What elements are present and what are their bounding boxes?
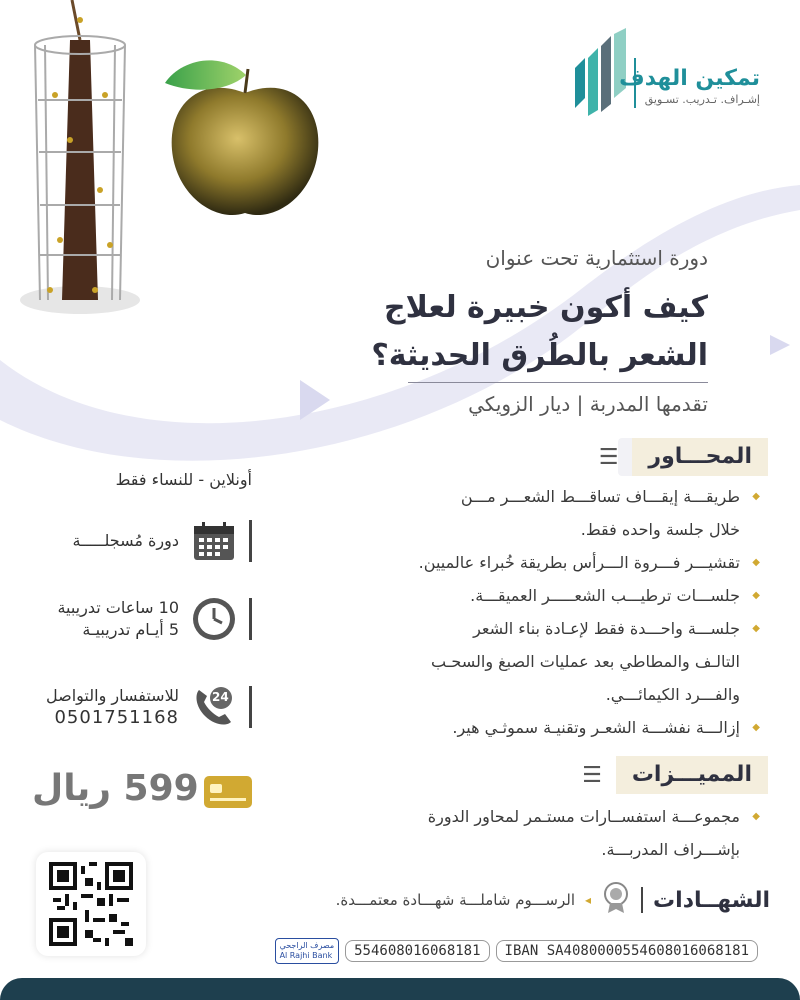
bullet-icon: ◂ xyxy=(585,893,592,907)
iban-value: SA4080000554608016068181 xyxy=(546,943,749,959)
calendar-icon xyxy=(191,518,237,564)
duration-row xyxy=(57,596,252,642)
title-divider xyxy=(408,382,708,383)
features-list xyxy=(320,800,760,866)
brand-name: تمكين الهدف xyxy=(619,66,760,91)
axes-list xyxy=(320,480,760,744)
hours-label: 10 ساعات تدريبية xyxy=(57,598,179,617)
bank-details xyxy=(275,938,758,964)
bank-name-ar: مصرف الراجحي xyxy=(279,941,335,950)
presenter: تقدمها المدربة | ديار الزويكي xyxy=(468,392,708,416)
contact-text xyxy=(46,685,179,729)
qr-code[interactable] xyxy=(36,852,146,956)
days-label: 5 أيـام تدريبيـة xyxy=(82,620,179,639)
account-number[interactable]: 554608016068181 xyxy=(345,940,489,962)
axes-heading: المحـــاور xyxy=(632,438,768,476)
list-icon: ☰ xyxy=(598,444,619,470)
certificates-label: الشهــادات xyxy=(653,887,770,913)
bank-logo xyxy=(275,938,340,964)
list-item: ◆ جلســـة واحـــدة فقط لإعـادة بناء الشعر xyxy=(320,612,760,645)
axes-heading-bar xyxy=(598,438,768,476)
course-title xyxy=(371,284,708,380)
row-divider xyxy=(641,887,643,913)
row-divider xyxy=(249,598,252,640)
duration-text xyxy=(57,597,179,641)
contact-row xyxy=(46,684,252,730)
list-item-continuation: والفـــرد الكيمائـــي. xyxy=(605,685,740,704)
iban-label: IBAN xyxy=(504,943,539,959)
features-heading-bar xyxy=(582,756,768,794)
list-item: ◆ إزالـــة نفشـــة الشعـر وتقنيـة سموثـي هير. xyxy=(320,711,760,744)
golden-hair-apple-illustration xyxy=(160,45,330,225)
list-item-continuation: التالـف والمطاطي بعد عمليات الصبغ والسحـب xyxy=(431,652,740,671)
badge-icon xyxy=(601,882,631,918)
list-item: ◆ طريقـــة إيقـــاف تساقـــط الشعـــر مـــن xyxy=(320,480,760,513)
qr-code-graphic xyxy=(46,862,136,946)
iban-field[interactable] xyxy=(496,940,758,962)
clock-badge: 24 xyxy=(212,690,229,704)
list-icon: ☰ xyxy=(582,762,602,788)
course-title-line-2: الشعر بالطُرق الحديثة؟ xyxy=(371,338,708,373)
features-heading: المميـــزات xyxy=(616,756,768,794)
list-item: ◆ جلســـات ترطيـــب الشعـــــر العميقـــة. xyxy=(320,579,760,612)
bank-name-en: Al Rajhi Bank xyxy=(279,951,333,960)
list-item: ◆ تقشيـــر فـــروة الـــرأس بطريقة خُبراء عالميين. xyxy=(320,546,760,579)
row-divider xyxy=(249,520,252,562)
brand-logo xyxy=(570,28,760,118)
recorded-label: دورة مُسجلـــــة xyxy=(72,531,179,550)
phone-number[interactable]: 0501751168 xyxy=(54,707,179,728)
brand-tagline: إشـراف. تـدريب. تسـويق xyxy=(644,93,760,106)
course-title-line-1: كيف أكون خبيرة لعلاج xyxy=(384,290,708,325)
list-item: ◆ مجموعـــة استفســارات مستـمر لمحاور الدورة xyxy=(320,800,760,833)
certificates-row xyxy=(336,882,770,918)
price: 599 ريال xyxy=(32,768,199,809)
recorded-row xyxy=(72,518,252,564)
phone-24-icon xyxy=(191,684,237,730)
certificates-text: الرســـوم شاملـــة شهـــادة معتمـــدة. xyxy=(335,891,576,909)
tower-illustration xyxy=(10,0,150,330)
list-item-continuation: خلال جلسة واحده فقط. xyxy=(580,520,740,539)
row-divider xyxy=(249,686,252,728)
list-item-continuation: بإشـــراف المدربـــة. xyxy=(601,840,740,859)
course-intro: دورة استثمارية تحت عنوان xyxy=(485,246,708,270)
footer-band xyxy=(0,978,800,1000)
credit-card-icon xyxy=(204,776,252,808)
clock-icon xyxy=(191,596,237,642)
contact-label: للاستفسار والتواصل xyxy=(46,686,179,705)
delivery-mode: أونلاين - للنساء فقط xyxy=(115,470,252,489)
